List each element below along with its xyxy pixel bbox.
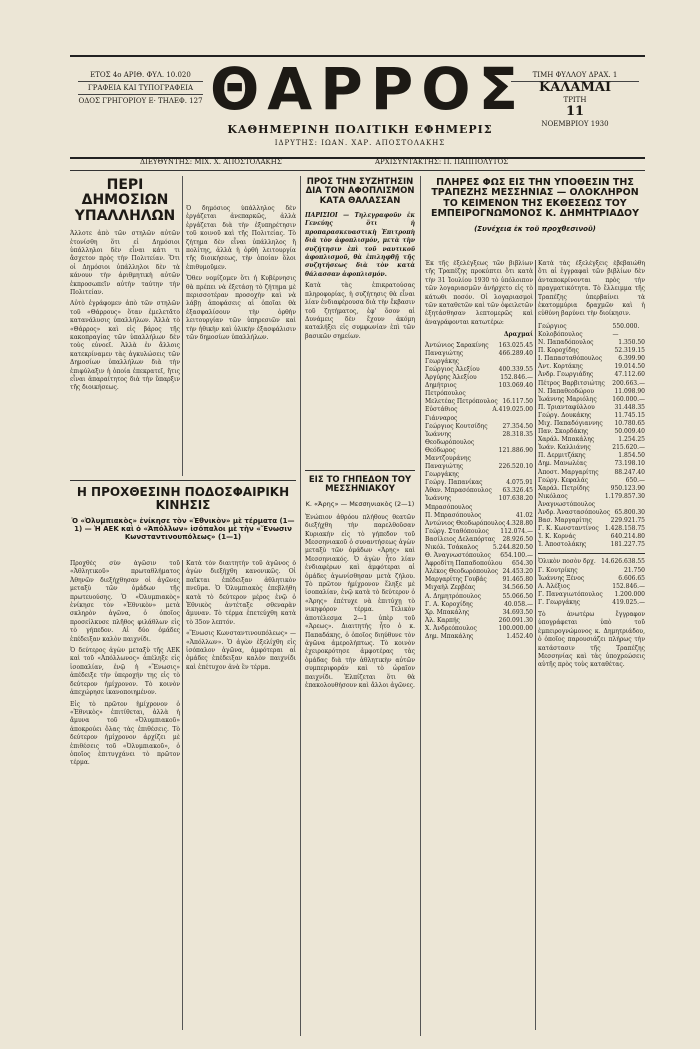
row-amount: 24.453.20 — [502, 568, 533, 576]
row-name: Μαργαρίτης Γουβάς — [425, 576, 487, 584]
notes-table — [538, 567, 645, 607]
row-name: Γ. Γεωργάκης — [538, 598, 581, 606]
masthead-left-box — [78, 69, 203, 107]
row-name: Ἰωάννης Θεοδωρόπουλος — [425, 430, 475, 446]
row-name: Π. Μπρασόπουλος — [425, 511, 482, 519]
row-amount: 640.214.80 — [610, 533, 645, 541]
article-subheadline: Ὁ «Ὀλυμπιακὸς» ἐνίκησε τὸν «Ἐθνικὸν» μὲ τέρματα (1—1) — Ἡ ΑΕΚ καὶ ὁ «Ἀπόλλων» ἰσόπαλοι μὲ τὴν «Ἕνωσιν Κωνσταντινουπόλεως» (1—1) — [71, 517, 295, 541]
total-label: Ὁλικὸν ποσὸν δρχ. — [538, 558, 596, 566]
row-amount: 160.000.— — [612, 395, 645, 403]
row-amount: 55.066.50 — [502, 592, 533, 600]
row-name: Ἰ. Ἀποστολάκης — [538, 541, 587, 549]
article-headline: ΠΡΟΣ ΤΗΝ ΣΥΖΗΤΗΣΙΝ ΔΙΑ ΤΟΝ ΑΦΟΠΛΙΣΜΟΝ ΚΑΤΑ ΘΑΛΑΣΣΑΝ — [305, 177, 415, 206]
row-amount: 50.009.40 — [614, 428, 645, 436]
issue-info: ΕΤΟΣ 4ο ΑΡΙΘ. ΦΥΛ. 10.020 — [78, 69, 203, 82]
table-row — [425, 633, 533, 641]
row-name: Παναγιώτης Γεωργάκης — [425, 463, 464, 479]
row-amount: 21.750 — [624, 566, 645, 574]
row-name: Γ. Παναγιωτόπουλος — [538, 590, 603, 598]
row-name: Ἀντώνιος Σαρακίνης — [425, 341, 489, 349]
row-amount: 19.014.50 — [614, 363, 645, 371]
row-amount: 4.075.91 — [506, 479, 533, 487]
table-row — [425, 512, 533, 520]
table-row — [425, 536, 533, 544]
row-amount: 650.— — [625, 476, 645, 484]
row-name: Εὐστάθιος Α. Γιάνναρος — [425, 406, 499, 422]
row-amount: 112.074.— — [500, 527, 533, 535]
row-name: Μελετέας Πετρόπουλος — [425, 398, 498, 406]
row-name: Πέτρος Βαρβιτσιώτης — [538, 379, 605, 387]
row-amount: 163.025.45 — [498, 341, 533, 349]
bank-report-left — [425, 260, 533, 1030]
row-amount: 152.846.— — [612, 582, 645, 590]
table-row — [538, 347, 645, 355]
row-amount: 181.227.75 — [610, 541, 645, 549]
row-name: Παναγιώτης Γεωργάκης — [425, 349, 464, 365]
row-amount: 73.198.10 — [614, 460, 645, 468]
table-row — [425, 609, 533, 617]
table-row — [538, 460, 645, 468]
row-name: Δημ. Μανωλέας — [538, 460, 587, 468]
row-amount: 1.854.50 — [618, 452, 645, 460]
row-amount: 226.520.10 — [498, 463, 533, 471]
column-rule — [420, 176, 421, 1036]
bank-table — [425, 342, 533, 641]
row-name: Γεώργιος Κουτσίδης — [425, 422, 488, 430]
staff-line — [70, 158, 645, 171]
bank-report-header — [425, 176, 645, 248]
weekday-label: ΤΡΙΤΗ — [563, 96, 587, 104]
editor-credit: ΑΡΧΙΣΥΝΤΑΚΤΗΣ: Π. ΠΑΠΠΟΛΥΤΟΣ — [375, 158, 509, 166]
table-row — [538, 355, 645, 363]
row-amount: 11.098.90 — [614, 387, 645, 395]
row-name: Ἰ. Κ. Κορνάς — [538, 533, 576, 541]
row-name: Ν. Παπαθεοδώρου — [538, 387, 594, 395]
row-name: Βασίλειος Δελαπόρτας — [425, 535, 496, 543]
row-amount: 103.069.40 — [498, 382, 533, 390]
row-name: Γ. Α. Κοροχίδης — [425, 600, 473, 608]
table-row — [538, 583, 645, 591]
table-row — [425, 544, 533, 552]
table-row — [425, 593, 533, 601]
column-1-bottom — [70, 560, 180, 1035]
article-paragraph: Ἐκ τῆς ἐξελέγξεως τῶν βιβλίων τῆς Τραπέζης προκύπτει ὅτι κατὰ τὴν 31 Ἰουλίου 1930 τὸ ὑπόλοιπον τῶν λογαριασμῶν ἀνήρχετο εἰς τὸ κάτωθι ποσόν. Οἱ λογαριασμοὶ τῶν καταθετῶν καὶ τῶν ὀφειλετῶν ἐξητάσθησαν λεπτομερῶς καὶ ἀναγράφονται κατωτέρω: — [425, 260, 533, 326]
table-row — [425, 495, 533, 511]
row-amount: 27.354.50 — [502, 422, 533, 430]
table-row — [538, 388, 645, 396]
row-name: Παν. Σκορδάκης — [538, 428, 589, 436]
article-headline: ΠΛΗΡΕΣ ΦΩΣ ΕΙΣ ΤΗΝ ΥΠΟΘΕΣΙΝ ΤΗΣ ΤΡΑΠΕΖΗΣ ΜΕΣΣΗΝΙΑΣ — ΟΛΟΚΛΗΡΟΝ ΤΟ ΚΕΙΜΕΝΟΝ ΤΗΣ ΕΚΘΕΣΕΩΣ ΤΟΥ ΕΜΠΕΙΡΟΓΝΩΜΟΝΟΣ Κ. ΔΗΜΗΤΡΙΑΔΟΥ — [430, 177, 639, 220]
table-row — [425, 423, 533, 431]
column-rule — [300, 176, 301, 1036]
table-row — [425, 406, 533, 422]
row-amount: 654.100.— — [500, 552, 533, 560]
row-name: Ἰωάννης Μπρασόπουλος — [425, 495, 473, 511]
table-row — [425, 625, 533, 633]
row-amount: 260.091.30 — [498, 616, 533, 624]
row-amount: 654.30 — [512, 560, 533, 568]
row-amount: 41.02 — [515, 511, 533, 519]
row-amount: 5.244.820.50 — [492, 544, 533, 551]
table-row — [425, 366, 533, 374]
row-name: Ἀθαν. Μπρασόπουλος — [425, 487, 492, 495]
table-row — [425, 487, 533, 495]
row-name: Ἀποστ. Μαργαρίτης — [538, 468, 599, 476]
column-2-top — [186, 205, 296, 475]
table-row — [425, 431, 533, 447]
table-row — [538, 567, 645, 575]
table-row — [425, 552, 533, 560]
row-name: Ἀλ. Καρπής — [425, 616, 460, 624]
table-row — [538, 517, 645, 525]
table-row — [538, 371, 645, 379]
row-name: Γεώργ. Δουκάκης — [538, 411, 592, 419]
bank-table-continued — [538, 323, 645, 550]
table-row — [538, 412, 645, 420]
article-paragraph: Εἰς τὸ πρῶτον ἡμίχρονον ὁ «Ἐθνικὸς» ἐπιτίθεται, ἀλλὰ ἡ ἄμυνα τοῦ «Ὀλυμπιακοῦ» ἀποκρούει ὅλας τὰς ἐπιθέσεις. Τὸ δεύτερον ἡμίχρονον ἀρχίζει μὲ ἐπιθέσεις τοῦ «Ὀλυμπιακοῦ», ὁ ὁποῖος ἐπιτυγχάνει τὸ πρῶτον τέρμα. — [70, 700, 180, 767]
table-row — [538, 541, 645, 549]
row-amount: 91.465.80 — [502, 576, 533, 584]
drachmas-label: Δραχμαί — [503, 331, 533, 339]
row-name: Γεώργ. Σταθόπουλος — [425, 527, 489, 535]
row-name: Βασ. Μαργαρίτης — [538, 517, 592, 525]
row-name: Γεώργιος Ἀλεξίου — [425, 365, 480, 373]
row-amount: 34.693.50 — [502, 608, 533, 616]
row-name: Π. Κοροχίδης — [538, 347, 579, 355]
article-headline: Η ΠΡΟΧΘΕΣΙΝΗ ΠΟΔΟΣΦΑΙΡΙΚΗ ΚΙΝΗΣΙΣ — [76, 485, 290, 513]
row-amount: 550.000.— — [612, 322, 640, 338]
row-name: Δημ. Μπακάλης — [425, 633, 474, 641]
row-name: Νικόλ. Τσάκαλος — [425, 544, 479, 551]
row-amount: 1.254.25 — [618, 436, 645, 444]
row-name: Μιχαὴλ Ζερβέας — [425, 584, 476, 592]
divider — [538, 553, 645, 554]
table-row — [538, 363, 645, 371]
table-row — [425, 447, 533, 463]
column-3-top — [305, 176, 415, 466]
row-name: Ἰωάννης Μαριόλης — [538, 395, 597, 403]
table-row — [538, 323, 645, 339]
article-paragraph: Ὅθεν νομίζομεν ὅτι ἡ Κυβέρνησις θὰ πρέπει νὰ ἐξετάσῃ τὸ ζήτημα μὲ περισσοτέραν προσοχὴν καὶ νὰ λάβῃ ἀποφάσεις αἱ ὁποῖαι θὰ ἐξασφαλίσουν τὴν ὀρθὴν λειτουργίαν τῶν ὑπηρεσιῶν καὶ τὴν ἠθικὴν καὶ ὑλικὴν ἐξασφάλισιν τῶν δημοσίων ὑπαλλήλων. — [186, 275, 296, 342]
row-amount: 1.452.40 — [506, 633, 533, 641]
column-rule — [535, 260, 536, 1030]
row-amount: 63.326.45 — [502, 487, 533, 495]
table-row — [538, 436, 645, 444]
article-paragraph: Προχθὲς σὺν ἀγῶσιν τοῦ «Ἀθλητικοῦ» πρωταθλήματος Ἀθηνῶν διεξήχθησαν οἱ ἀγῶνες μεταξὺ τῶν ὁμάδων τῆς πρωτευούσης. Ὁ «Ὀλυμπιακὸς» ἐνίκησε τὸν «Ἐθνικὸν» μετὰ σκληρὸν ἀγῶνα, ὁ ὁποῖος προσείλκυσε πλῆθος φιλάθλων εἰς τὸ γήπεδον. Αἱ δύο ὁμάδες ἐπέδειξαν καλὸν παιχνίδι. — [70, 560, 180, 643]
row-amount: 107.638.20 — [498, 495, 533, 503]
row-amount: 950.123.90 — [610, 484, 645, 492]
table-row — [538, 533, 645, 541]
month-year: ΝΟΕΜΒΡΙΟΥ 1930 — [541, 120, 609, 128]
total-row — [538, 558, 645, 566]
table-row — [538, 428, 645, 436]
sports-header — [70, 480, 296, 554]
row-name: Γεώργ. Κεφαλάς — [538, 476, 589, 484]
row-amount: 419.025.— — [612, 598, 645, 606]
table-row — [425, 374, 533, 382]
row-amount: 34.566.50 — [502, 584, 533, 592]
article-paragraph: Κατὰ τὰς ἐξελέγξεις ἐβεβαιώθη ὅτι αἱ ἐγγραφαὶ τῶν βιβλίων δὲν ἀνταποκρίνονται πρὸς τὴν πραγματικότητα. Τὸ ἔλλειμμα τῆς Τραπέζης ὑπερβαίνει τὰ ἑκατομμύρια δραχμῶν καὶ ἡ εὐθύνη βαρύνει τὴν διοίκησιν. — [538, 260, 645, 318]
founder-line: ΙΔΡΥΤΗΣ: ΙΩΑΝ. ΧΑΡ. ΑΠΟΣΤΟΛΑΚΗΣ — [274, 139, 446, 147]
newspaper-title: ΘΑΡΡΟΣ — [210, 55, 527, 123]
row-amount: 4.328.80 — [506, 519, 533, 527]
row-amount: 200.663.— — [612, 379, 645, 387]
table-row — [425, 568, 533, 576]
table-row — [425, 584, 533, 592]
row-amount: 16.117.50 — [502, 398, 533, 406]
table-row — [425, 528, 533, 536]
row-name: Π. Τριανταφύλλου — [538, 403, 595, 411]
row-name: Ἰωάν. Καλλιάνης — [538, 444, 591, 452]
table-row — [538, 575, 645, 583]
table-row — [425, 576, 533, 584]
row-name: Γ. Κ. Κωνσταντίνος — [538, 525, 599, 533]
table-row — [538, 485, 645, 493]
masthead — [70, 55, 645, 159]
row-amount: 1.428.158.75 — [604, 525, 645, 533]
column-1-top — [70, 176, 180, 476]
article-headline: ΕΙΣ ΤΟ ΓΗΠΕΔΟΝ ΤΟΥ ΜΕΣΣΗΝΙΑΚΟΥ — [308, 475, 412, 495]
table-row — [538, 525, 645, 533]
column-3-bottom — [305, 470, 415, 1039]
row-name: Ν. Παπαδόπουλος — [538, 339, 594, 347]
row-amount: 65.800.30 — [614, 509, 645, 516]
row-amount: 6.399.90 — [618, 355, 645, 363]
row-name: Χαράλ. Μπακάλης — [538, 436, 595, 444]
row-name: Ἀργύρης Ἀλεξίου — [425, 374, 477, 382]
article-lead: ΠΑΡΙΣΙΟΙ — Τηλεγραφοῦν ἐκ Γενεύης ὅτι ἡ προπαρασκευαστικὴ Ἐπιτροπὴ διὰ τὸν ἀφοπλισμόν, μετὰ τὴν συζήτησιν ἐπὶ τοῦ ναυτικοῦ ἀφοπλισμοῦ, θὰ ἐπιληφθῇ τῆς συζητήσεως διὰ τὸν κατὰ θάλασσαν ἀφοπλισμόν. — [305, 212, 415, 278]
row-name: Γ. Κουτρίκης — [538, 566, 578, 574]
row-name: Χρ. Μπακάλης — [425, 608, 470, 616]
row-amount: 10.780.65 — [614, 419, 645, 427]
table-row — [538, 404, 645, 412]
column-rule — [182, 176, 183, 476]
table-row — [538, 444, 645, 452]
total-amount: 14.626.638.55 — [601, 558, 645, 566]
table-row — [538, 396, 645, 404]
row-name: Ἀντώνιος Θεοδωρόπουλος — [425, 519, 506, 527]
table-row — [425, 601, 533, 609]
row-name: Δημήτριος Πετρόπουλος — [425, 382, 466, 398]
table-row — [538, 477, 645, 485]
table-row — [425, 342, 533, 350]
row-amount: 466.289.40 — [498, 349, 533, 357]
row-name: Θεόδωρος Μαντζουράνης — [425, 446, 471, 462]
day-number: 11 — [565, 104, 585, 119]
row-amount: 52.319.15 — [614, 347, 645, 355]
table-row — [425, 398, 533, 406]
row-amount: 11.745.15 — [614, 411, 645, 419]
row-name: Χ. Ἀνδρεόπουλος — [425, 624, 477, 632]
table-row — [538, 599, 645, 607]
row-name: Ἰωάννης Ξένος — [538, 574, 585, 582]
article-paragraph: Κατὰ τὰς ἐπικρατούσας πληροφορίας, ἡ συζήτησις θὰ εἶναι λίαν ἐνδιαφέρουσα διὰ τὴν ἔκβασιν τοῦ ζητήματος, ἐφ' ὅσον αἱ Δυνάμεις δὲν ἔχουν ἀκόμη καταλήξει εἰς συμφωνίαν ἐπὶ τῶν βασικῶν σημείων. — [305, 282, 415, 340]
row-amount: 28.926.50 — [502, 535, 533, 543]
address-label: ΟΔΟΣ ΓΡΗΓΟΡΙΟΥ Ε· ΤΗΛΕΦ. 127 — [78, 97, 203, 105]
article-paragraph: Ὁ δημόσιος ὑπάλληλος δὲν ἐργάζεται ἀνεπαρκῶς, ἀλλὰ ἐργάζεται διὰ τὴν ἐξυπηρέτησιν τοῦ κοινοῦ καὶ τῆς Πολιτείας. Τὸ ζήτημα δὲν εἶναι ὑπάλληλος ἢ πολίτης, ἀλλὰ ἡ ὀρθὴ λειτουργία τῆς διοικήσεως, τὴν ὁποίαν ὅλοι ἐπιθυμοῦμεν. — [186, 205, 296, 271]
article-paragraph: Άλλοτε ἀπὸ τῶν στηλῶν αὐτῶν ἐτονίσθη ὅτι εἰ Δημόσιοι ὑπάλληλοι δὲν εἶναι κάτι τι ἄσχετον πρὸς τὴν Πολιτείαν. Ὅτι οἱ Δημόσιοι ὑπάλληλοι δὲν τὰ κάνουν τὴν ἀριθμητικὴ αὐτῶν ἐκπροσωπεῖν αὐτὴν ταύτην τὴν Πολιτείαν. — [70, 230, 180, 297]
row-amount: 31.448.35 — [614, 403, 645, 411]
row-name: Ἀντ. Κορτάκης — [538, 363, 583, 371]
row-name: Ἀλέκος Θεοδωρόπουλος — [425, 568, 499, 576]
table-row — [425, 382, 533, 398]
row-amount: 215.620.— — [612, 444, 645, 452]
row-name: Νικόλαος Ἀναγνωστόπουλος — [538, 492, 596, 508]
newspaper-subtitle: ΚΑΘΗΜΕΡΙΝΗ ΠΟΛΙΤΙΚΗ ΕΦΗΜΕΡΙΣ — [227, 123, 493, 136]
column-rule — [182, 560, 183, 1030]
row-name: Α. Δημητρόπουλος — [425, 592, 482, 600]
price-label: ΤΙΜΗ ΦΥΛΛΟΥ ΔΡΑΧ. 1 — [511, 69, 639, 82]
article-subheadline: Κ. «Άρης» — Μεσσηνιακὸς (2—1) — [305, 499, 415, 508]
table-row — [538, 591, 645, 599]
table-row — [538, 469, 645, 477]
article-paragraph: Αὐτὸ ἐγράφομεν ἀπὸ τῶν στηλῶν τοῦ «Θάρρους» ὅταν ἐμελετᾶτο κατανάλυσις ὑπαλλήλων. Ἀλλὰ τὸ «Θάρρος» καὶ εἰς βάρος τῆς κακοπραγίας τῶν ὑπαλλήλων δὲν τοὺς εὐνοεῖ. Ἀλλὰ ἐν ἄλλοις κατεκρίναμεν τὰς ἀγκυλώσεις τῶν Δημοσίων ὑπαλλήλων διὰ τὴν ἐπιφύλαξιν ἡ ὁποία ἐπεκρατεῖ, ἥτις εἶναι ἀπαραίτητος διὰ τὴν ὕπαρξιν τῆς διοικήσεως. — [70, 300, 180, 392]
director-credit: ΔΙΕΥΘΥΝΤΗΣ: ΜΙΧ. Χ. ΑΠΟΣΤΟΛΑΚΗΣ — [140, 158, 282, 166]
row-name: Ἀφροδίτη Παπαδοπούλου — [425, 560, 503, 568]
row-name: Ἀνδρ. Ἀναστασόπουλος — [538, 509, 611, 516]
row-amount: 6.606.65 — [618, 574, 645, 582]
table-row — [538, 339, 645, 347]
city-label: ΚΑΛΑΜΑΙ — [538, 80, 612, 95]
offices-label: ΓΡΑΦΕΙΑ ΚΑΙ ΤΥΠΟΓΡΑΦΕΙΑ — [78, 82, 203, 95]
article-paragraph: Τὸ ἀνωτέρω ἔγγραφον ὑπογράφεται ὑπὸ τοῦ ἐμπειρογνώμονος κ. Δημητριάδου, ὁ ὁποῖος παρουσιάζει πλήρως τὴν κατάστασιν τῆς Τραπέζης Μεσσηνίας καὶ τὰς ὑποχρεώσεις αὐτῆς πρὸς τοὺς καταθέτας. — [538, 611, 645, 669]
row-name: Χαράλ. Πετρίδης — [538, 484, 590, 492]
row-name: Ἀνδρ. Γεωργιάδης — [538, 371, 594, 379]
row-amount: 152.846.— — [500, 374, 533, 382]
row-amount: 47.112.60 — [614, 371, 645, 379]
table-row — [538, 420, 645, 428]
row-amount: 419.025.00 — [498, 406, 533, 414]
row-amount: 100.000.00 — [498, 624, 533, 632]
row-amount: 40.058.— — [504, 600, 533, 608]
table-row — [425, 463, 533, 479]
row-name: Θ. Ἀναγνωστόπουλος — [425, 552, 491, 560]
row-amount: 1.200.000 — [614, 590, 645, 598]
table-row — [425, 617, 533, 625]
row-amount: 121.886.90 — [498, 446, 533, 454]
row-amount: 28.318.35 — [502, 430, 533, 438]
article-paragraph: Ὁ δεύτερος ἀγὼν μεταξὺ τῆς ΑΕΚ καὶ τοῦ «Ἀπόλλωνος» ἀπέληξε εἰς ἰσοπαλίαν, ἐνῷ ἡ «Ἕνωσις» ἀπέδειξε τὴν ὑπεροχήν της εἰς τὸ δεύτερον ἡμίχρονον. Τὸ κοινὸν ἀπεχώρησε ἱκανοποιημένον. — [70, 647, 180, 697]
masthead-right-box — [511, 69, 639, 130]
row-amount: 1.350.50 — [618, 339, 645, 347]
table-row — [425, 520, 533, 528]
table-row — [425, 560, 533, 568]
table-row — [538, 509, 645, 517]
row-name: Α. Ἀλέξιος — [538, 582, 571, 590]
table-row — [425, 479, 533, 487]
row-name: Γεώργιος Κολοβόπουλος — [538, 322, 583, 338]
article-paragraph: Ἐνώπιον ἀθρόου πλήθους θεατῶν διεξήχθη τὴν παρελθοῦσαν Κυριακὴν εἰς τὸ γήπεδον τοῦ Μεσσηνιακοῦ ὁ συναντήσεως ἀγὼν μεταξὺ τῶν ὁμάδων «Άρης» καὶ Μεσσηνιακός. Ὁ ἀγὼν ἦτο λίαν ἐνδιαφέρων καὶ ἀμφότεραι αἱ ὁμάδες ἀγωνίσθησαν μετὰ ζήλου. Τὸ πρῶτον ἡμίχρονον ἔληξε μὲ ἰσοπαλίαν, ἐνῷ κατὰ τὸ δεύτερον ὁ «Άρης» ἐπέτυχε νὰ ἐπιτύχῃ τὸ νικηφόρον τέρμα. Τελικὸν ἀποτέλεσμα 2—1 ὑπὲρ τοῦ «Άρεως». Διαιτητὴς ἦτο ὁ κ. Παπαδάκης, ὁ ὁποῖος διηύθυνε τὸν ἀγῶνα ἀμερολήπτως. Τὸ κοινὸν ἐχειροκρότησε ἀμφοτέρας τὰς ὁμάδας διὰ τὴν ἀθλητικὴν αὐτῶν συμπεριφοράν καὶ τὸ ὡραῖον παιχνίδι. Ἐλπίζεται ὅτι θὰ ἐπακολουθήσουν καὶ ἄλλοι ἀγῶνες. — [305, 513, 415, 689]
continued-note: (Συνέχεια ἐκ τοῦ προχθεσινοῦ) — [474, 224, 596, 233]
row-amount: 400.339.55 — [498, 365, 533, 373]
row-name: Π. Δερμιτζάκης — [538, 452, 586, 460]
article-headline: ΠΕΡΙ ΔΗΜΟΣΙΩΝ ΥΠΑΛΛΗΛΩΝ — [74, 177, 176, 224]
bank-report-right — [538, 260, 645, 1030]
column-2-bottom — [186, 560, 296, 1035]
row-amount: 88.247.40 — [614, 468, 645, 476]
row-amount: 229.921.75 — [610, 517, 645, 525]
table-row — [538, 452, 645, 460]
table-row — [425, 350, 533, 366]
table-row — [538, 380, 645, 388]
row-amount: 1.179.857.30 — [604, 492, 645, 500]
row-name: Γεώργ. Παπανίκας — [425, 479, 483, 487]
row-name: Μιχ. Παπαδόγιαννης — [538, 419, 603, 427]
table-row — [538, 493, 645, 509]
article-paragraph: «Ἕνωσις Κωνσταντινουπόλεως» — «Ἀπόλλων». Ὁ ἀγὼν ἐξελίχθη εἰς ἰσόπαλον ἀγῶνα, ἀμφότεραι αἱ ὁμάδες ἐπέδειξαν καλὸν παιχνίδι καὶ ἐπέτυχον ἀνὰ ἓν τέρμα. — [186, 630, 296, 671]
row-name: Ι. Παπασταθόπουλος — [538, 355, 603, 363]
article-paragraph: Κατὰ τὸν διαιτητὴν τοῦ ἀγῶνος ὁ ἀγὼν διεξήχθη κανονικῶς. Οἱ παῖκται ἐπέδειξαν ἀθλητικὸν πνεῦμα. Ὁ Ὀλυμπιακὸς ἐπεβλήθη κατὰ τὸ δεύτερον μέρος ἐνῷ ὁ Ἐθνικὸς ἀντέταξε σθεναρὰν ἄμυναν. Τὸ τέρμα ἐπετεύχθη κατὰ τὸ 35ον λεπτόν. — [186, 560, 296, 626]
